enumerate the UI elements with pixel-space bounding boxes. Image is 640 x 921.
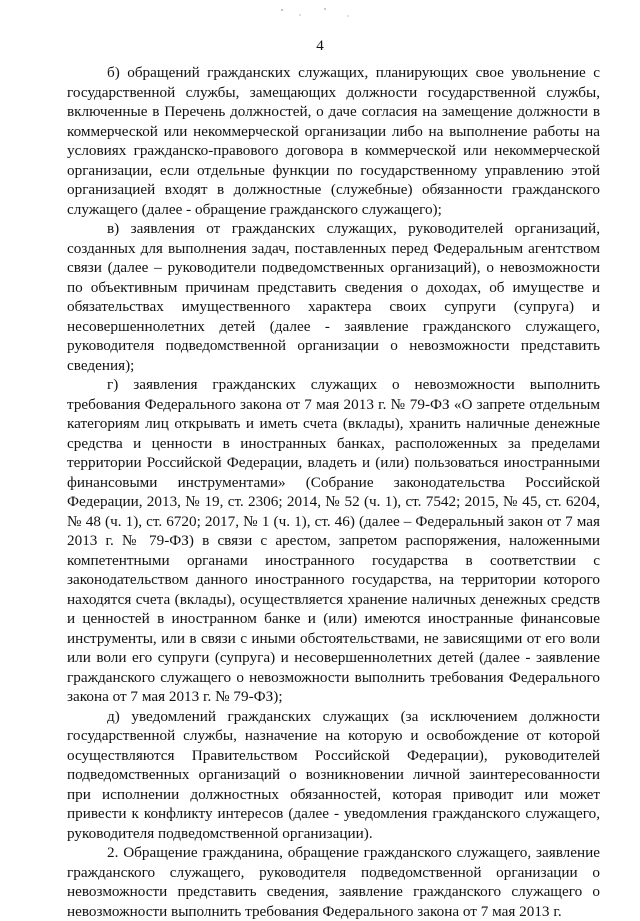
paragraph-d: д) уведомлений гражданских служащих (за исключением должности государственной службы, назначение на которую и освобождение от которой осуществляются Правительством Российской Федерации), руководителей подведомственных организаций о возникновении личной заинтересованности при исполнении должностных обязанностей, которая приводит или может привести к конфликту интересов (далее - уведомления гражданского служащего, руководителя подведомственной организации).	[67, 707, 600, 842]
document-body	[67, 63, 600, 921]
page-number: 4	[316, 38, 324, 54]
scan-artifact	[270, 6, 360, 20]
paragraph-2: 2. Обращение гражданина, обращение гражданского служащего, заявление гражданского служащего, руководителя подведомственной организации о невозможности представить сведения, заявление гражданского служащего о невозможности выполнить требования Федерального закона от 7 мая 2013 г.	[67, 844, 600, 920]
paragraph-b: б) обращений гражданских служащих, планирующих свое увольнение с государственной службы, замещающих должности государственной службы, включенные в Перечень должностей, о даче согласия на замещение должности в коммерческой или некоммерческой организации либо на выполнение работы на условиях гражданско-правового договора в коммерческой или некоммерческой организации, если отдельные функции по государственному управлению этой организацией входят в должностные (служебные) обязанности гражданского служащего (далее - обращение гражданского служащего);	[67, 64, 600, 218]
paragraph-g: г) заявления гражданских служащих о невозможности выполнить требования Федерального закона от 7 мая 2013 г. № 79-ФЗ «О запрете отдельным категориям лиц открывать и иметь счета (вклады), хранить наличные денежные средства и ценности в иностранных банках, расположенных за пределами территории Российской Федерации, владеть и (или) пользоваться иностранными финансовыми инструментами» (Собрание законодательства Российской Федерации, 2013, № 19, ст. 2306; 2014, № 52 (ч. 1), ст. 7542; 2015, № 45, ст. 6204, № 48 (ч. 1), ст. 6720; 2017, № 1 (ч. 1), ст. 46) (далее – Федеральный закон от 7 мая 2013 г. № 79-ФЗ) в связи с арестом, запретом распоряжения, наложенными компетентными органами иностранного государства в соответствии с законодательством данного иностранного государства, на территории которого находятся счета (вклады), осуществляется хранение наличных денежных средств и ценностей в иностранном банке и (или) имеются иностранные финансовые инструменты, или в связи с иными обстоятельствами, не зависящими от его воли или воли его супруги (супруга) и несовершеннолетних детей (далее - заявление гражданского служащего о невозможности выполнить требования Федерального закона от 7 мая 2013 г. № 79-ФЗ);	[67, 376, 600, 705]
paragraph-v: в) заявления от гражданских служащих, руководителей организаций, созданных для выполнения задач, поставленных перед Федеральным агентством связи (далее – руководители подведомственных организаций), о невозможности по объективным причинам представить сведения о доходах, об имуществе и обязательствах имущественного характера своих супруги (супруга) и несовершеннолетних детей (далее - заявление гражданского служащего, руководителя подведомственной организации о невозможности представить сведения);	[67, 220, 600, 374]
